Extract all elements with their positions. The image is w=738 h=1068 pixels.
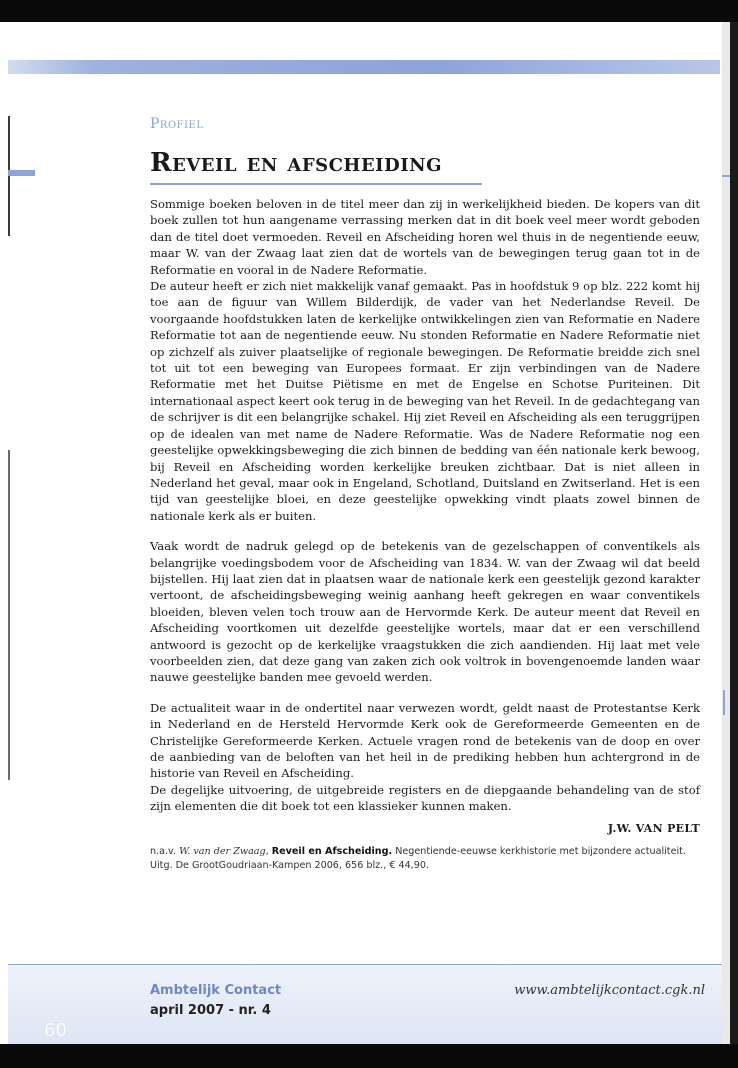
- paragraph-3a: De actualiteit waar in de ondertitel naar verwezen wordt, geldt naast de Protestantse Kerk in Nederland en de Hersteld Hervormde Kerk ook de Gereformeerde Gemeenten en de Christelijke Gereformeerde Kerken. Actuele vragen rond de betekenis van de doop en over de aanbieding van de beloften van het heil in de prediking hebben hun achtergrond in de historie van Reveil en Afscheiding.: [150, 700, 700, 781]
- article-title: Reveil en afscheiding: [150, 148, 442, 178]
- header-accent-bar: [8, 60, 720, 74]
- left-accent-tab: [8, 170, 35, 176]
- article-body: [150, 196, 700, 873]
- paragraph-3b: De degelijke uitvoering, de uitgebreide registers en de diepgaande behandeling van de stof zijn elementen die dit boek tot een klassieker kunnen maken.: [150, 782, 700, 814]
- article-author: J.W. VAN PELT: [607, 821, 700, 835]
- paragraph-2: Vaak wordt de nadruk gelegd op de betekenis van de gezelschappen of conventikels als belangrijke voedingsbodem voor de Afscheiding van 1834. W. van der Zwaag wil dat beeld bijstellen. Hij laat zien dat in plaatsen waar de nationale kerk een geestelijk gezond karakter vertoont, de afscheidingsbeweging weinig aanhang heeft gekregen en waar conventikels bloeiden, bleven velen toch trouw aan de Hervormde Kerk. De auteur meent dat Reveil en Afscheiding voortkomen uit dezelfde geestelijke wortels, maar dat er een verschillend antwoord is gezocht op de kerkelijke vraagstukken die zich aandienden. Hij laat met vele voorbeelden zien, dat deze gang van zaken zich ook voltrok in bovengenoemde landen waar nauwe geestelijke banden mee gevoeld werden.: [150, 539, 700, 685]
- right-accent-mark: [723, 690, 725, 715]
- page-number: 60: [44, 1020, 67, 1041]
- ref-prefix: n.a.v.: [150, 846, 180, 858]
- ref-details: Negentiende-eeuwse kerkhistorie met bijzondere actualiteit. Uitg. De GrootGoudriaan-Kampen 2006, 656 blz., € 44,90.: [150, 846, 686, 872]
- ref-author: W. van der Zwaag: [179, 846, 266, 858]
- right-scan-border: [730, 22, 738, 1044]
- issue-label: april 2007 - nr. 4: [150, 1003, 271, 1018]
- section-label: Profiel: [150, 116, 204, 132]
- left-margin-line-lower: [8, 450, 10, 780]
- website-link[interactable]: www.ambtelijkcontact.cgk.nl: [514, 983, 705, 998]
- title-underline: [150, 183, 482, 185]
- bottom-scan-border: [0, 1044, 738, 1068]
- magazine-name: Ambtelijk Contact: [150, 983, 282, 998]
- ref-sep: ,: [265, 846, 272, 858]
- paragraph-1a: Sommige boeken beloven in de titel meer dan zij in werkelijkheid bieden. De kopers van dit boek zullen tot hun aangename verrassing merken dat in dit boek veel meer wordt geboden dan de titel doet vermoeden. Reveil en Afscheiding horen wel thuis in de negentiende eeuw, maar W. van der Zwaag laat zien dat de wortels van de bewegingen terug gaan tot in de Reformatie en vooral in de Nadere Reformatie.: [150, 197, 700, 277]
- left-margin-line: [8, 116, 10, 236]
- top-scan-border: [0, 0, 738, 22]
- footer-band: [8, 965, 722, 1044]
- paragraph-1b: De auteur heeft er zich niet makkelijk vanaf gemaakt. Pas in hoofdstuk 9 op blz. 222 komt hij toe aan de figuur van Willem Bilderdijk, de vader van het Nederlandse Reveil. De voorgaande hoofdstukken laten de kerkelijke ontwikkelingen zien van Reformatie en Nadere Reformatie tot aan de negentiende eeuw. Nu stonden Reformatie en Nadere Reformatie niet op zichzelf als zuiver plaatselijke of regionale bewegingen. De Reformatie breidde zich snel tot uit tot een beweging van Europees formaat. Er zijn verbindingen van de Nadere Reformatie met het Duitse Piëtisme en met de Engelse en Schotse Puriteinen. Dit internationaal aspect keert ook terug in de beweging van het Reveil. In de gedachtegang van de schrijver is dit een belangrijke schakel. Hij ziet Reveil en Afscheiding als een teruggrijpen op de idealen van met name de Nadere Reformatie. Was de Nadere Reformatie nog een geestelijke opwekkingsbeweging die zich binnen de bedding van één nationale kerk bewoog, bij Reveil en Afscheiding worden kerkelijke breuken zichtbaar. Dat is niet alleen in Nederland het geval, maar ook in Engeland, Schotland, Duitsland en Zwitserland. Het is een tijd van geestelijke bloei, en deze geestelijke opwekking vindt plaats zowel binnen de nationale kerk als er buiten.: [150, 279, 700, 523]
- book-reference: [150, 845, 700, 873]
- ref-title: Reveil en Afscheiding.: [271, 846, 393, 858]
- right-accent-tick: [722, 175, 730, 177]
